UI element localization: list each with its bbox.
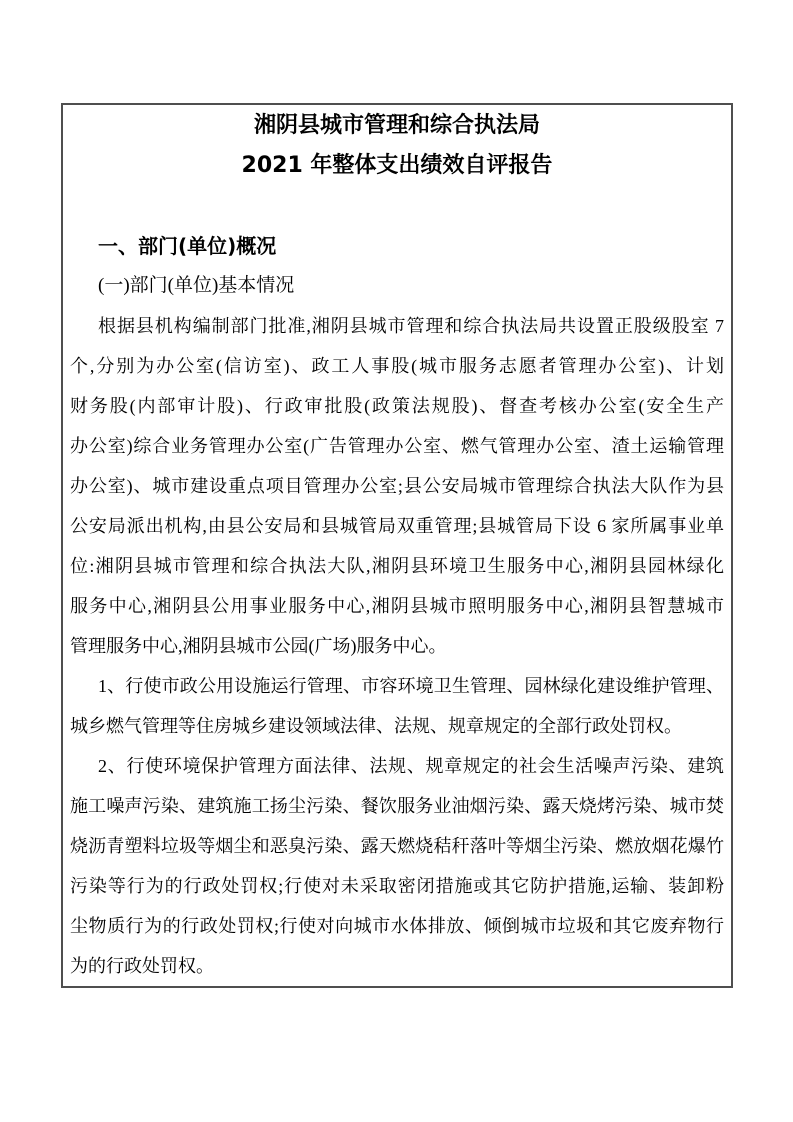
- paragraph-line: 服务中心,湘阴县公用事业服务中心,湘阴县城市照明服务中心,湘阴县智慧城市: [70, 596, 724, 616]
- paragraph-line: 城乡燃气管理等住房城乡建设领域法律、法规、规章规定的全部行政处罚权。: [70, 716, 682, 736]
- paragraph-line: 根据县机构编制部门批准,湘阴县城市管理和综合执法局共设置正股级股室 7: [98, 316, 724, 336]
- paragraph-line: 污染等行为的行政处罚权;行使对未采取密闭措施或其它防护措施,运输、装卸粉: [70, 876, 724, 896]
- paragraph-line: 2、行使环境保护管理方面法律、法规、规章规定的社会生活噪声污染、建筑: [98, 756, 724, 776]
- paragraph-line: 烧沥青塑料垃圾等烟尘和恶臭污染、露天燃烧秸秆落叶等烟尘污染、燃放烟花爆竹: [70, 836, 724, 856]
- paragraph-line: 位:湘阴县城市管理和综合执法大队,湘阴县环境卫生服务中心,湘阴县园林绿化: [70, 556, 724, 576]
- report-title-line-2: 2021 年整体支出绩效自评报告: [241, 153, 553, 178]
- paragraph-line: 办公室)综合业务管理办公室(广告管理办公室、燃气管理办公室、渣土运输管理: [70, 436, 724, 456]
- paragraph-line: 施工噪声污染、建筑施工扬尘污染、餐饮服务业油烟污染、露天烧烤污染、城市焚: [70, 796, 724, 816]
- paragraph-line: 管理服务中心,湘阴县城市公园(广场)服务中心。: [70, 636, 447, 656]
- paragraph-line: 公安局派出机构,由县公安局和县城管局双重管理;县城管局下设 6 家所属事业单: [70, 516, 724, 536]
- paragraph-line: 办公室)、城市建设重点项目管理办公室;县公安局城市管理综合执法大队作为县: [70, 476, 724, 496]
- paragraph-line: 财务股(内部审计股)、行政审批股(政策法规股)、督查考核办公室(安全生产: [70, 396, 724, 416]
- body-paragraphs: [70, 306, 724, 986]
- report-frame: [61, 103, 733, 988]
- report-title-line-1: 湘阴县城市管理和综合执法局: [253, 113, 540, 138]
- paragraph-line: 个,分别为办公室(信访室)、政工人事股(城市服务志愿者管理办公室)、计划: [70, 356, 724, 376]
- section-heading: 一、部门(单位)概况: [98, 234, 277, 258]
- paragraph-line: 尘物质行为的行政处罚权;行使对向城市水体排放、倾倒城市垃圾和其它废弃物行: [70, 916, 724, 936]
- subsection-heading: (一)部门(单位)基本情况: [98, 275, 295, 296]
- paragraph-line: 1、行使市政公用设施运行管理、市容环境卫生管理、园林绿化建设维护管理、: [98, 676, 724, 696]
- paragraph-line: 为的行政处罚权。: [70, 956, 214, 976]
- spacer-line: [70, 186, 724, 226]
